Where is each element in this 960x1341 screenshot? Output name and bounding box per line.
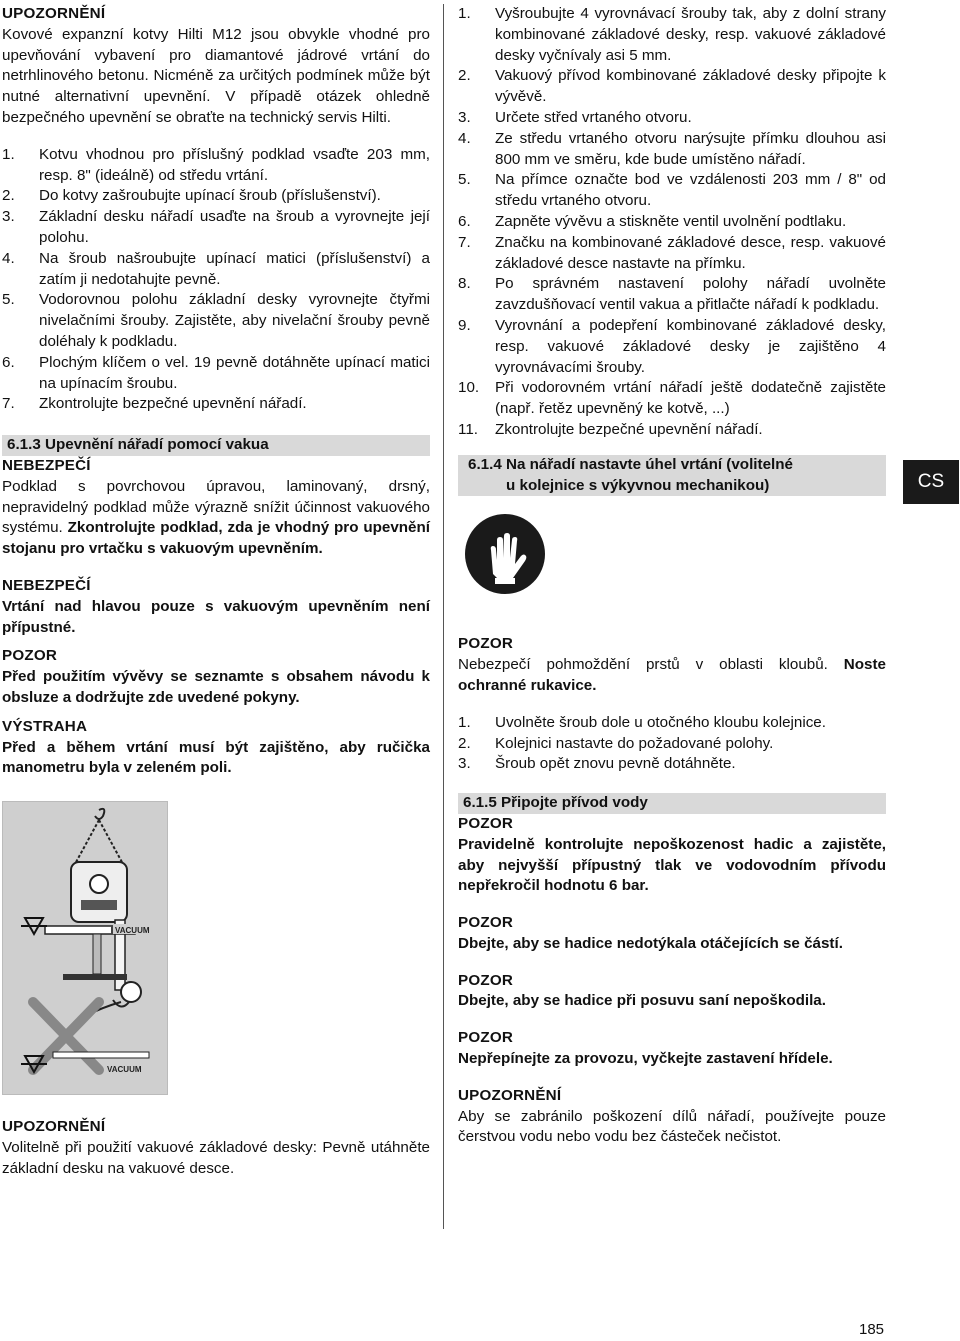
notice-title: UPOZORNĚNÍ — [458, 1086, 562, 1104]
list-item: 1. Kotvu vhodnou pro příslušný podklad vsaďte 203 mm, resp. 8" (ideálně) od středu vrtání. — [2, 145, 430, 184]
list-item: 6. Zapněte vývěvu a stiskněte ventil uvolnění podtlaku. — [458, 212, 847, 230]
language-tab: CS — [903, 460, 959, 504]
notice-text: Volitelně při použití vakuové základové desky: Pevně utáhněte základní desku na vakuové desce. — [2, 1138, 430, 1177]
gloves-icon — [463, 512, 547, 596]
list-item: 2. Kolejnici nastavte do požadované polohy. — [458, 734, 774, 752]
warning-title: VÝSTRAHA — [2, 717, 88, 735]
list-item: 7. Značku na kombinované základové desce, resp. vakuové základové desce nastavte na přímku. — [458, 233, 886, 272]
vacuum-drill-illustration — [3, 802, 167, 1094]
list-item: 3. Základní desku nářadí usaďte na šroub a vyrovnejte její polohu. — [2, 208, 430, 246]
danger-title: NEBEZPEČÍ — [2, 456, 91, 474]
page-number: 185 — [859, 1321, 885, 1338]
list-item: 4. Ze středu vrtaného otvoru narýsujte přímku dlouhou asi 800 mm ve směru, kde bude umístěno nářadí. — [458, 129, 886, 168]
list-item: 8. Po správném nastavení polohy nářadí uvolněte zavzdušňovací ventil vakua a přitlačte nářadí k podkladu. — [458, 275, 886, 314]
caution-title: POZOR — [458, 971, 514, 989]
caution-text: Dbejte, aby se hadice při posuvu saní nepoškodila. — [458, 992, 826, 1010]
warning-text: Před a během vrtání musí být zajištěno, aby ručička manometru byla v zeleném poli. — [2, 738, 430, 777]
angle-steps-list — [458, 713, 886, 775]
caution-text: Nebezpečí pohmoždění prstů v oblasti kloubů. Noste ochranné rukavice. — [458, 656, 886, 694]
list-item: 5. Na přímce označte bod ve vzdálenosti 203 mm / 8" od středu vrtaného otvoru. — [458, 171, 886, 210]
list-item: 9. Vyrovnání a podepření kombinované základové desky, resp. vakuové základové desky je zajištěno 4 vyrovnávacími šrouby. — [458, 316, 886, 376]
list-item: 4. Na šroub našroubujte upínací matici (příslušenství) a zatím ji nedotahujte pevně. — [2, 249, 430, 288]
caution-text: Před použitím vývěvy se seznamte s obsahem návodu k obsluze a dodržujte zde uvedené pokyny. — [2, 668, 430, 706]
caution-title: POZOR — [458, 814, 514, 832]
vacuum-steps-list — [458, 4, 886, 441]
list-item: 10. Při vodorovném vrtání nářadí ještě dodatečně zajistěte (např. řetěz upevněný ke kotvě, ...) — [458, 379, 886, 418]
anchor-steps-list — [2, 145, 430, 415]
list-item: 11. Zkontrolujte bezpečné upevnění nářadí. — [458, 420, 763, 438]
caution-text: Dbejte, aby se hadice nedotýkala otáčejících se částí. — [458, 934, 843, 952]
list-item: 6. Plochým klíčem o vel. 19 pevně dotáhněte upínací matici na upínacím šroubu. — [2, 353, 430, 392]
list-item: 2. Vakuový přívod kombinované základové desky připojte k vývěvě. — [458, 67, 886, 106]
notice-text: Kovové expanzní kotvy Hilti M12 jsou obvykle vhodné pro upevňování vybavení pro diamantové jádrové vrtání do netrhlinového betonu. Nicméně za určitých podmínek může být nutné alternativní upevnění. V případě otázek ohledně bezpečného upevnění se obraťte na technický servis Hilti. — [2, 25, 430, 126]
vacuum-label: VACUUM — [115, 926, 150, 936]
list-item: 1. Vyšroubujte 4 vyrovnávací šrouby tak, aby z dolní strany kombinované základové desky, resp. vakuové základové desky vyčnívaly asi 5 mm. — [458, 5, 886, 64]
danger-text: Vrtání nad hlavou pouze s vakuovým upevněním není přípustné. — [2, 597, 430, 636]
notice-title: UPOZORNĚNÍ — [2, 5, 106, 22]
notice-title: UPOZORNĚNÍ — [2, 1118, 106, 1136]
caution-title: POZOR — [458, 1029, 514, 1047]
right-column — [458, 4, 886, 1148]
caution-text: Nepřepínejte za provozu, vyčkejte zastavení hřídele. — [458, 1050, 833, 1068]
left-column — [2, 4, 430, 1179]
vacuum-label: VACUUM — [107, 1065, 142, 1075]
danger-title: NEBEZPEČÍ — [2, 576, 91, 594]
section-heading-6-1-3: 6.1.3 Upevnění nářadí pomocí vakua — [2, 435, 430, 456]
section-heading-6-1-4: 6.1.4 Na nářadí nastavte úhel vrtání (volitelné u kolejnice s výkyvnou mechanikou) — [458, 455, 886, 497]
list-item: 3. Určete střed vrtaného otvoru. — [458, 108, 692, 126]
list-item: 5. Vodorovnou polohu základní desky vyrovnejte čtyřmi nivelačními šrouby. Zajistěte, aby nivelační šrouby pevně doléhaly k podkladu. — [2, 291, 430, 350]
notice-text: Aby se zabránilo poškození dílů nářadí, používejte pouze čerstvou vodu nebo vodu bez částeček nečistot. — [458, 1107, 886, 1146]
list-item: 7. Zkontrolujte bezpečné upevnění nářadí. — [2, 395, 307, 413]
caution-text: Pravidelně kontrolujte nepoškozenost hadic a zajistěte, aby nejvyšší přípustný tlak ve vodovodním přívodu nepřekročil hodnotu 6 bar. — [458, 835, 886, 895]
list-item: 2. Do kotvy zašroubujte upínací šroub (příslušenství). — [2, 187, 381, 205]
caution-title: POZOR — [2, 647, 58, 665]
caution-title: POZOR — [458, 635, 514, 653]
caution-title: POZOR — [458, 914, 514, 932]
list-item: 1. Uvolněte šroub dole u otočného kloubu kolejnice. — [458, 713, 826, 731]
list-item: 3. Šroub opět znovu pevně dotáhněte. — [458, 755, 736, 773]
danger-text: Podklad s povrchovou úpravou, laminovaný, drsný, nepravidelný podklad může výrazně snížit účinnost vakuového systému. Zkontrolujte podklad, zda je vhodný pro upevnění stojanu pro vrtačku s vakuovým upevněním. — [2, 477, 430, 558]
section-heading-6-1-5: 6.1.5 Připojte přívod vody — [458, 793, 886, 814]
vacuum-mounting-figure — [2, 801, 168, 1095]
